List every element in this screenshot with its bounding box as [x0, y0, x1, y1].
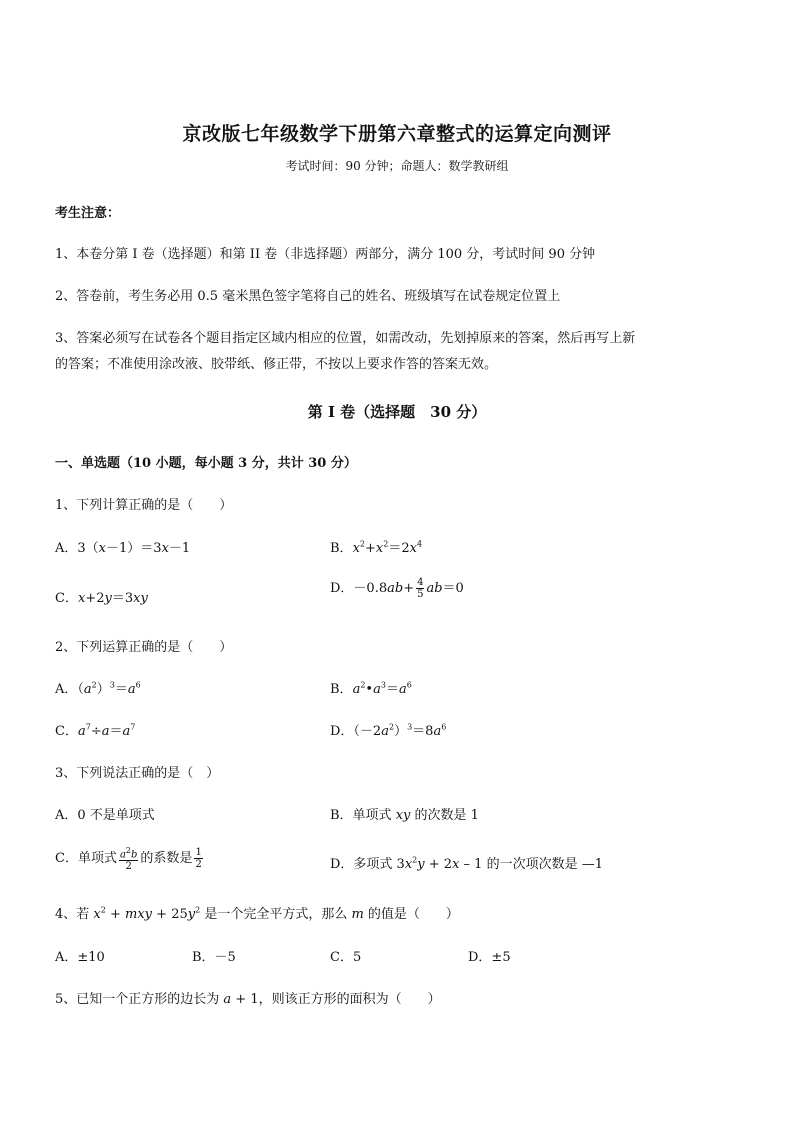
question-1-stem: 1、下列计算正确的是（ ）: [55, 498, 233, 513]
exam-subtitle: 考试时间：90 分钟；命题人：数学教研组: [285, 159, 509, 173]
q2-option-c: C．$a^7\div a=a^7$: [55, 722, 136, 739]
q3-option-b: B．单项式 xy 的次数是 1: [330, 808, 479, 823]
question-2-stem: 2、下列运算正确的是（ ）: [55, 640, 233, 655]
fraction-1-2: $\frac{1}{2}$: [195, 847, 202, 871]
question-4-stem: 4、若 $x^2$ + mxy + $25y^2$ 是一个完全平方式，那么 m 的值是（ ）: [55, 905, 459, 922]
q3-option-c: C．单项式 $\frac{a^2b}{2}$ 的系数是 $\frac{1}{2}$: [55, 846, 202, 873]
q1-option-b: B．$x^2+x^2=2x^4$: [330, 539, 423, 556]
part-heading: 一、单选题（10 小题，每小题 3 分，共计 30 分）: [55, 456, 357, 471]
notice-item-2: 2、答卷前，考生务必用 0.5 毫米黑色签字笔将自己的姓名、班级填写在试卷规定位置上: [55, 289, 561, 304]
q1-option-a: A．3（x－1）＝3x－1: [55, 541, 191, 556]
q3-option-d: D．多项式 $3x^2y + 2x - 1$ 的一次项次数是 —1: [330, 855, 603, 872]
page-title: 京改版七年级数学下册第六章整式的运算定向测评: [182, 123, 612, 145]
q4-option-b: B．－5: [192, 950, 236, 965]
q4-option-c: C．5: [330, 950, 362, 965]
q2-option-a: A．$(a^2)^3=a^6$: [55, 680, 141, 697]
notice-heading: 考生注意：: [55, 206, 121, 221]
notice-item-3-cont: 的答案；不准使用涂改液、胶带纸、修正带，不按以上要求作答的答案无效。: [55, 357, 498, 372]
q2-option-b: B．$a^2•a^3=a^6$: [330, 680, 412, 697]
section-title: 第 I 卷（选择题 30 分）: [307, 403, 487, 421]
notice-item-3: 3、答案必须写在试卷各个题目指定区域内相应的位置，如需改动，先划掉原来的答案，然后再写上新: [55, 331, 636, 346]
q1-option-d: D．－0.8ab+ $\frac{4}{5}$ ab＝0: [330, 577, 464, 600]
q1-option-c: C．x+2y＝3xy: [55, 591, 148, 606]
question-5-stem: 5、已知一个正方形的边长为 a + 1，则该正方形的面积为（ ）: [55, 992, 441, 1007]
notice-item-1: 1、本卷分第 I 卷（选择题）和第 II 卷（非选择题）两部分，满分 100 分，考试时间 90 分钟: [55, 247, 596, 262]
q2-option-d: D．$(-2a^2)^3=8a^6$: [330, 722, 447, 739]
q4-option-a: A．±10: [55, 950, 105, 965]
fraction-4-5: $\frac{4}{5}$: [417, 577, 424, 600]
fraction-a2b-over-2: $\frac{a^2b}{2}$: [119, 846, 138, 873]
question-3-stem: 3、下列说法正确的是（ ）: [55, 766, 220, 781]
q4-option-d: D．±5: [468, 950, 511, 965]
q3-option-a: A．0 不是单项式: [55, 808, 155, 823]
